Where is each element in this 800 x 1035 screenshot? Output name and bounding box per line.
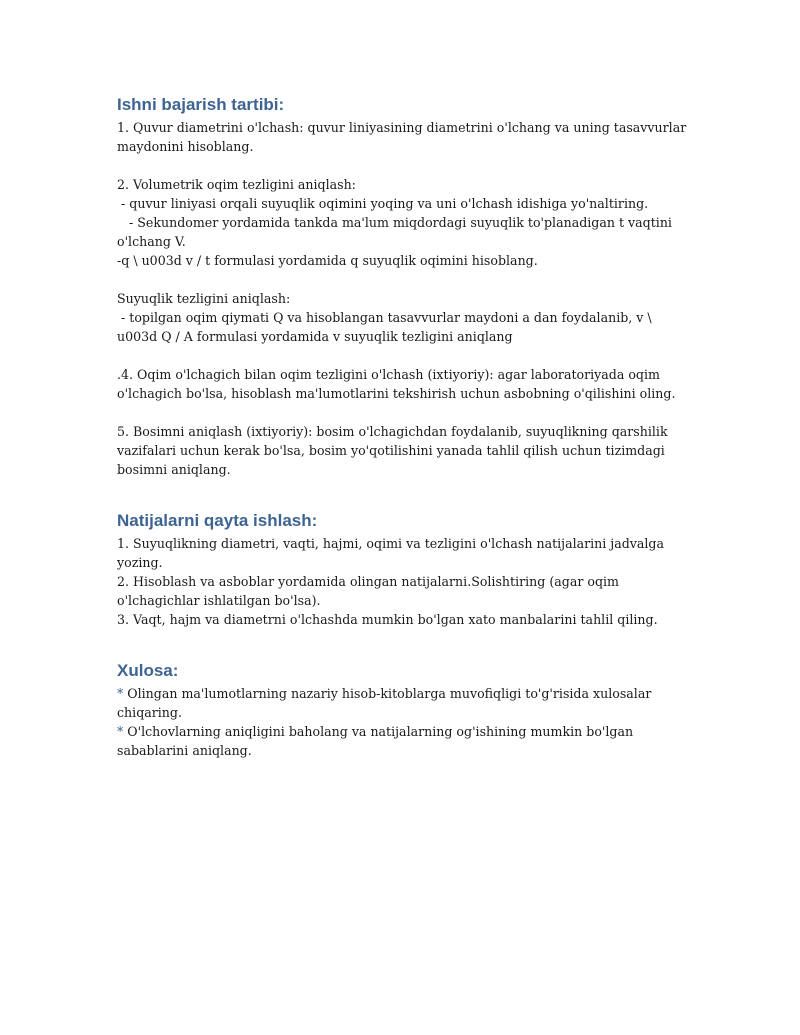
- spacer: [117, 270, 687, 289]
- procedure-line: - Sekundomer yordamida tankda ma'lum miqdordagi suyuqlik to'planadigan t vaqtini o'lchang V.: [117, 215, 676, 249]
- conclusion-item: [117, 722, 687, 760]
- document-page: [117, 94, 687, 760]
- procedure-line: - topilgan oqim qiymati Q va hisoblangan tasavvurlar maydoni a dan foydalanib, v \ u003d Q / A formulasi yordamida v suyuqlik tezligini aniqlang: [117, 310, 656, 344]
- conclusion-section: [117, 660, 687, 760]
- conclusion-item: [117, 684, 687, 722]
- procedure-line: -q \ u003d v / t formulasi yordamida q suyuqlik oqimini hisoblang.: [117, 253, 538, 268]
- spacer: [117, 403, 687, 422]
- bullet-star-icon: *: [117, 724, 124, 739]
- spacer: [117, 156, 687, 175]
- conclusion-text: O'lchovlarning aniqligini baholang va natijalarning og'ishining mumkin bo'lgan sabablarini aniqlang.: [117, 724, 634, 758]
- procedure-line: - quvur liniyasi orqali suyuqlik oqimini yoqing va uni o'lchash idishiga yo'naltiring.: [117, 196, 649, 211]
- procedure-heading: Ishni bajarish tartibi:: [117, 95, 285, 114]
- results-line: 1. Suyuqlikning diametri, vaqti, hajmi, oqimi va tezligini o'lchash natijalarini jadvalga yozing.: [117, 536, 665, 570]
- results-line: 2. Hisoblash va asboblar yordamida olingan natijalarni.Solishtiring (agar oqim o'lchagichlar ishlatilgan bo'lsa).: [117, 574, 619, 608]
- procedure-line: 2. Volumetrik oqim tezligini aniqlash:: [117, 177, 356, 192]
- results-heading: Natijalarni qayta ishlash:: [117, 511, 318, 530]
- conclusion-heading: Xulosa:: [117, 661, 179, 680]
- procedure-section: [117, 94, 687, 479]
- procedure-line: 1. Quvur diametrini o'lchash: quvur liniyasining diametrini o'lchang va uning tasavvurlar maydonini hisoblang.: [117, 120, 687, 154]
- procedure-line: Suyuqlik tezligini aniqlash:: [117, 291, 291, 306]
- procedure-line: 5. Bosimni aniqlash (ixtiyoriy): bosim o'lchagichdan foydalanib, suyuqlikning qarshilik vazifalari uchun kerak bo'lsa, bosim yo'qotilishini yanada tahlil qilish uchun tizimdagi bosimni aniqlang.: [117, 424, 668, 477]
- procedure-line: .4. Oqim o'lchagich bilan oqim tezligini o'lchash (ixtiyoriy): agar laboratoriyada oqim o'lchagich bo'lsa, hisoblash ma'lumotlarini tekshirish uchun asbobning o'qilishini oling.: [117, 367, 676, 401]
- bullet-star-icon: *: [117, 686, 124, 701]
- results-section: [117, 510, 687, 629]
- conclusion-text: Olingan ma'lumotlarning nazariy hisob-kitoblarga muvofiqligi to'g'risida xulosalar chiqaring.: [117, 686, 652, 720]
- results-line: 3. Vaqt, hajm va diametrni o'lchashda mumkin bo'lgan xato manbalarini tahlil qiling.: [117, 612, 658, 627]
- spacer: [117, 346, 687, 365]
